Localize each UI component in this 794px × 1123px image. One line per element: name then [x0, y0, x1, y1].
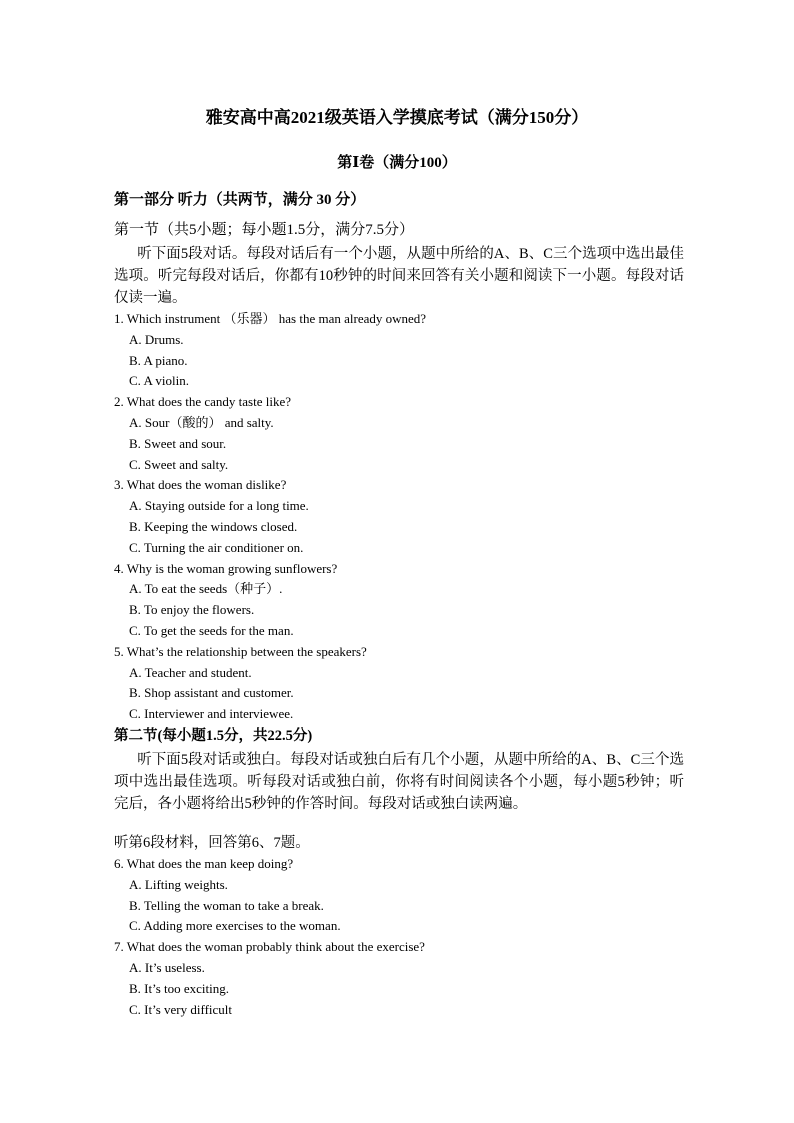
answer-option: C. A violin.: [129, 373, 189, 389]
answer-option: A. Staying outside for a long time.: [129, 498, 309, 514]
section1-heading: 第一节（共5小题；每小题1.5分，满分7.5分）: [114, 222, 415, 238]
answer-option: C. It’s very difficult: [129, 1001, 233, 1017]
question-text: What does the woman dislike?: [126, 477, 287, 493]
question-text: What does the candy taste like?: [126, 394, 292, 410]
question-number: 4.: [114, 560, 124, 576]
paper-subtitle: 第Ⅰ卷（满分100）: [337, 155, 457, 171]
answer-option: C. Adding more exercises to the woman.: [129, 918, 341, 934]
section1-question-list: [114, 309, 684, 725]
question-item: [114, 642, 684, 725]
answer-option: B. To enjoy the flowers.: [129, 602, 255, 618]
question-item: [114, 559, 684, 642]
question-text: Which instrument （乐器） has the man already owned?: [126, 311, 427, 326]
question-number: 2.: [114, 394, 124, 410]
question-stem: [114, 642, 684, 663]
answer-option: A. It’s useless.: [129, 959, 205, 975]
answer-option: C. To get the seeds for the man.: [129, 622, 294, 638]
answer-option: A. Teacher and student.: [129, 664, 252, 680]
section2-question-list: [114, 854, 684, 1020]
material-intro: 听第6段材料，回答第6、7题。: [114, 834, 310, 851]
question-stem: [114, 475, 684, 496]
question-item: [114, 309, 684, 392]
question-item: [114, 475, 684, 558]
answer-option: A. Lifting weights.: [129, 876, 228, 892]
question-stem: [114, 937, 684, 958]
question-text: Why is the woman growing sunflowers?: [126, 560, 338, 576]
answer-option: C. Interviewer and interviewee.: [129, 706, 294, 722]
section2-instructions: 听下面5段对话或独白。每段对话或独白后有几个小题，从题中所给的A、B、C三个选项中选出最佳选项。听每段对话或独白前，你将有时间阅读各个小题，每小题5秒钟；听完后，各小题将给出5秒钟的作答时间。每段对话或独白读两遍。: [114, 751, 684, 812]
question-item: [114, 854, 684, 937]
question-number: 5.: [114, 643, 124, 659]
section2-heading: 第二节(每小题1.5分，共22.5分): [114, 727, 313, 744]
question-number: 1.: [114, 311, 124, 326]
answer-option: C. Sweet and salty.: [129, 456, 229, 472]
question-stem: [114, 559, 684, 580]
exam-title: 雅安高中高2021级英语入学摸底考试（满分150分）: [205, 108, 589, 127]
question-text: What does the man keep doing?: [126, 855, 294, 871]
question-number: 6.: [114, 855, 124, 871]
answer-option: A. To eat the seeds（种子）.: [129, 581, 283, 597]
answer-option: C. Turning the air conditioner on.: [129, 539, 304, 555]
question-stem: [114, 392, 684, 413]
question-text: What’s the relationship between the speakers?: [126, 643, 367, 659]
question-item: [114, 392, 684, 475]
answer-option: A. Drums.: [129, 331, 184, 347]
answer-option: B. A piano.: [129, 352, 188, 368]
exam-content: [114, 189, 684, 1020]
answer-option: B. Telling the woman to take a break.: [129, 897, 324, 913]
question-text: What does the woman probably think about the exercise?: [126, 939, 425, 955]
section1-instructions: 听下面5段对话。每段对话后有一个小题，从题中所给的A、B、C三个选项中选出最佳选项。听完每段对话后，你都有10秒钟的时间来回答有关小题和阅读下一小题。每段对话仅读一遍。: [114, 246, 684, 306]
question-stem: [114, 309, 684, 330]
part1-heading: 第一部分 听力（共两节，满分 30 分）: [114, 192, 366, 208]
question-number: 7.: [114, 939, 124, 955]
question-stem: [114, 854, 684, 875]
question-item: [114, 937, 684, 1020]
answer-option: A. Sour（酸的） and salty.: [129, 414, 274, 430]
answer-option: B. It’s too exciting.: [129, 980, 230, 996]
answer-option: B. Keeping the windows closed.: [129, 518, 298, 534]
answer-option: B. Shop assistant and customer.: [129, 685, 294, 701]
answer-option: B. Sweet and sour.: [129, 435, 227, 451]
question-number: 3.: [114, 477, 124, 493]
